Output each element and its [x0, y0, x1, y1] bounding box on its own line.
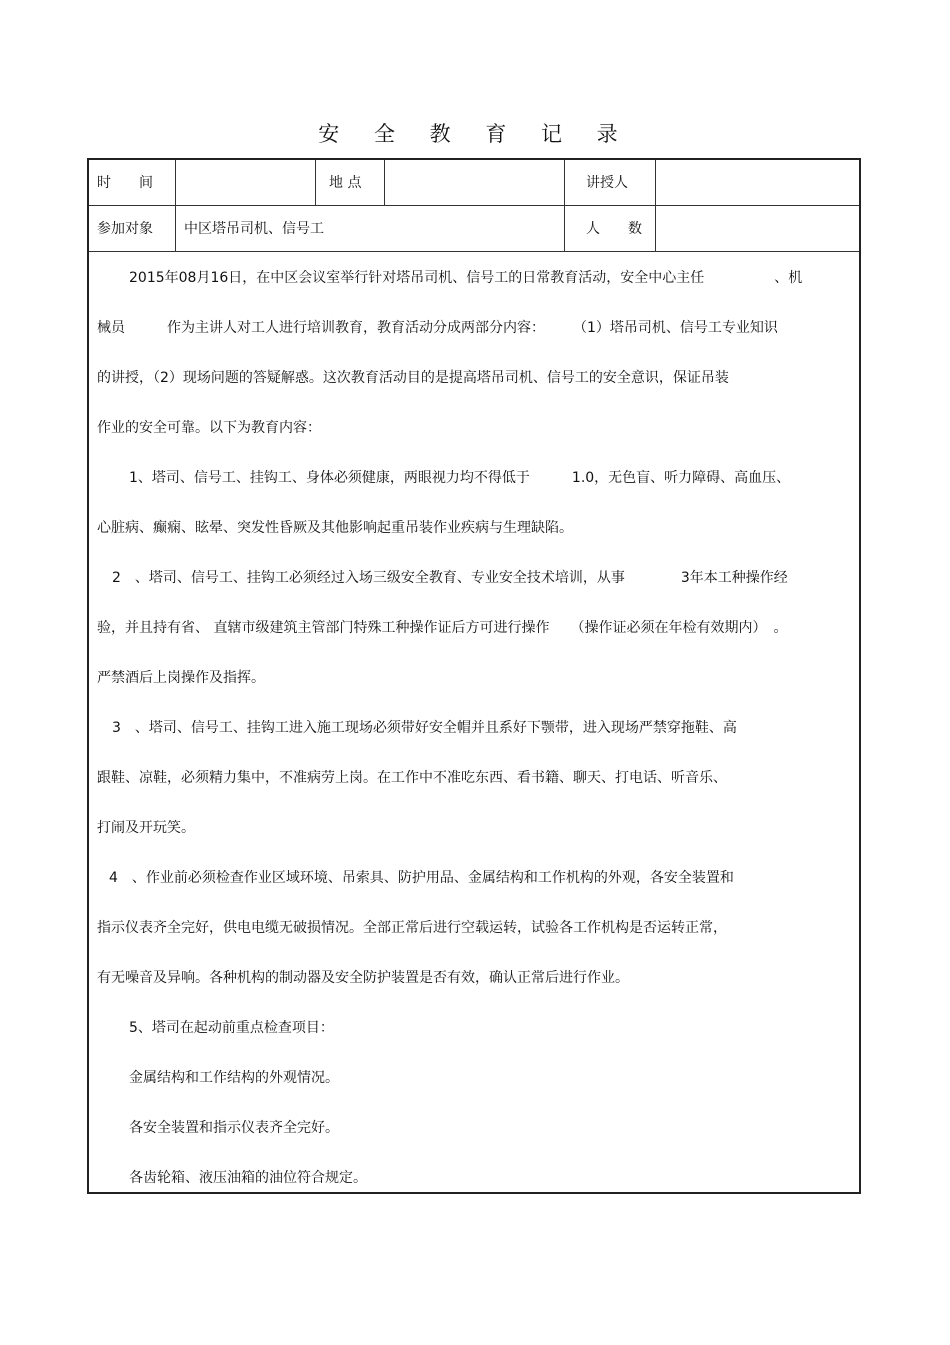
body-line: 心脏病、癫痫、眩晕、突发性昏厥及其他影响起重吊装作业疾病与生理缺陷。 [97, 520, 573, 536]
body-line: 跟鞋、凉鞋，必须精力集中，不准病劳上岗。在工作中不准吃东西、看书籍、聊天、打电话、听音乐、 [97, 770, 727, 786]
time-label: 时 间 [97, 175, 153, 191]
body-line: 1、塔司、信号工、挂钩工、身体必须健康，两眼视力均不得低于 1.0，无色盲、听力障碍、高血压、 [129, 470, 791, 486]
col-divider-value [564, 160, 565, 251]
body-line: 有无噪音及异响。各种机构的制动器及安全防护装置是否有效，确认正常后进行作业。 [97, 970, 629, 986]
body-line: 2015年08月16日，在中区会议室举行针对塔吊司机、信号工的日常教育活动，安全中心主任 、机 [129, 270, 803, 286]
col-divider-time [315, 160, 316, 205]
body-line: 5、塔司在起动前重点检查项目： [129, 1020, 334, 1036]
body-line: 打闹及开玩笑。 [97, 820, 195, 836]
body-line: 指示仪表齐全完好，供电电缆无破损情况。全部正常后进行空载运转，试验各工作机构是否运转正常， [97, 920, 727, 936]
body-line: 3 、塔司、信号工、挂钩工进入施工现场必须带好安全帽并且系好下颚带，进入现场严禁穿拖鞋、高 [112, 720, 737, 736]
page-title: 安 全 教 育 记 录 [318, 122, 632, 146]
count-label: 人 数 [586, 221, 642, 237]
body-line: 金属结构和工作结构的外观情况。 [129, 1070, 339, 1086]
body-line: 验，并且持有省、 直辖市级建筑主管部门特殊工种操作证后方可进行操作 （操作证必须在年检有效期内） 。 [97, 620, 788, 636]
body-line: 的讲授，（2）现场问题的答疑解惑。这次教育活动目的是提高塔吊司机、信号工的安全意识，保证吊装 [97, 370, 729, 386]
lecturer-label: 讲授人 [586, 175, 628, 191]
place-label: 地 点 [329, 175, 362, 191]
row-divider-2 [89, 251, 859, 252]
body-line: 各安全装置和指示仪表齐全完好。 [129, 1120, 339, 1136]
col-divider-label [175, 160, 176, 251]
col-divider-right [655, 160, 656, 251]
body-line: 2 、塔司、信号工、挂钩工必须经过入场三级安全教育、专业安全技术培训，从事 3年本工种操作经 [112, 570, 788, 586]
body-line: 4 、作业前必须检查作业区域环境、吊索具、防护用品、金属结构和工作机构的外观，各安全装置和 [109, 870, 734, 886]
body-line: 械员 作为主讲人对工人进行培训教育，教育活动分成两部分内容： （1）塔吊司机、信号工专业知识 [97, 320, 778, 336]
row-divider-1 [89, 205, 859, 206]
body-line: 作业的安全可靠。以下为教育内容： [97, 420, 321, 436]
participants-value: 中区塔吊司机、信号工 [184, 221, 324, 237]
body-line: 各齿轮箱、液压油箱的油位符合规定。 [129, 1170, 367, 1186]
record-table [87, 158, 861, 1194]
participants-label: 参加对象 [97, 221, 153, 237]
col-divider-place [384, 160, 385, 205]
body-line: 严禁酒后上岗操作及指挥。 [97, 670, 265, 686]
